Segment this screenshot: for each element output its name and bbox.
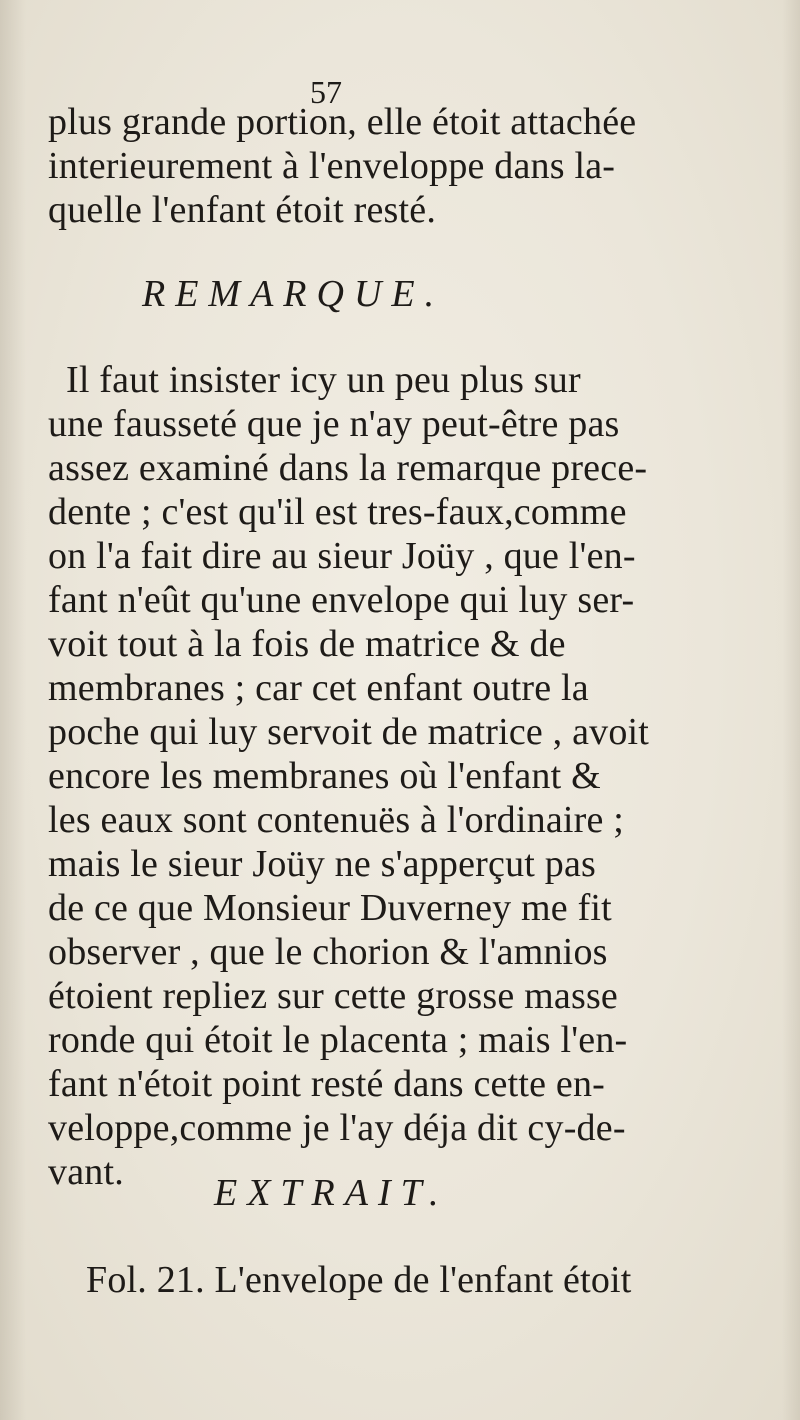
text-line: les eaux sont contenuës à l'ordinaire ; — [48, 799, 625, 841]
text-line: Fol. 21. L'envelope de l'enfant étoit — [86, 1259, 632, 1301]
page-number: 57 — [310, 74, 342, 110]
text-line: observer , que le chorion & l'amnios — [48, 931, 608, 973]
text-line: étoient repliez sur cette grosse masse — [48, 975, 618, 1017]
text-line: une fausseté que je n'ay peut-être pas — [48, 403, 620, 445]
text-line: dente ; c'est qu'il est tres-faux,comme — [48, 491, 627, 533]
text-line: vant. — [48, 1151, 124, 1193]
text-line: encore les membranes où l'enfant & — [48, 755, 601, 797]
text-line: quelle l'enfant étoit resté. — [48, 189, 437, 231]
page-left-edge-shadow — [0, 0, 26, 1420]
page-right-edge-shadow — [782, 0, 800, 1420]
text-line: interieurement à l'enveloppe dans la- — [48, 145, 616, 187]
text-line: de ce que Monsieur Duverney me fit — [48, 887, 612, 929]
text-line: on l'a fait dire au sieur Joüy , que l'en- — [48, 535, 636, 577]
text-line: poche qui luy servoit de matrice , avoit — [48, 711, 650, 753]
text-line: ronde qui étoit le placenta ; mais l'en- — [48, 1019, 628, 1061]
text-line: veloppe,comme je l'ay déja dit cy-de- — [48, 1107, 626, 1149]
text-line: Il faut insister icy un peu plus sur — [66, 359, 581, 401]
text-line: fant n'eût qu'une envelope qui luy ser- — [48, 579, 635, 621]
text-line: plus grande portion, elle étoit attachée — [48, 101, 637, 143]
text-line: fant n'étoit point resté dans cette en- — [48, 1063, 606, 1105]
text-line: voit tout à la fois de matrice & de — [48, 623, 566, 665]
text-line: mais le sieur Joüy ne s'apperçut pas — [48, 843, 597, 885]
section-heading-remarque: REMARQUE. — [142, 273, 445, 315]
text-line: membranes ; car cet enfant outre la — [48, 667, 589, 709]
text-line: assez examiné dans la remarque prece- — [48, 447, 648, 489]
section-heading-extrait: EXTRAIT. — [214, 1172, 449, 1214]
